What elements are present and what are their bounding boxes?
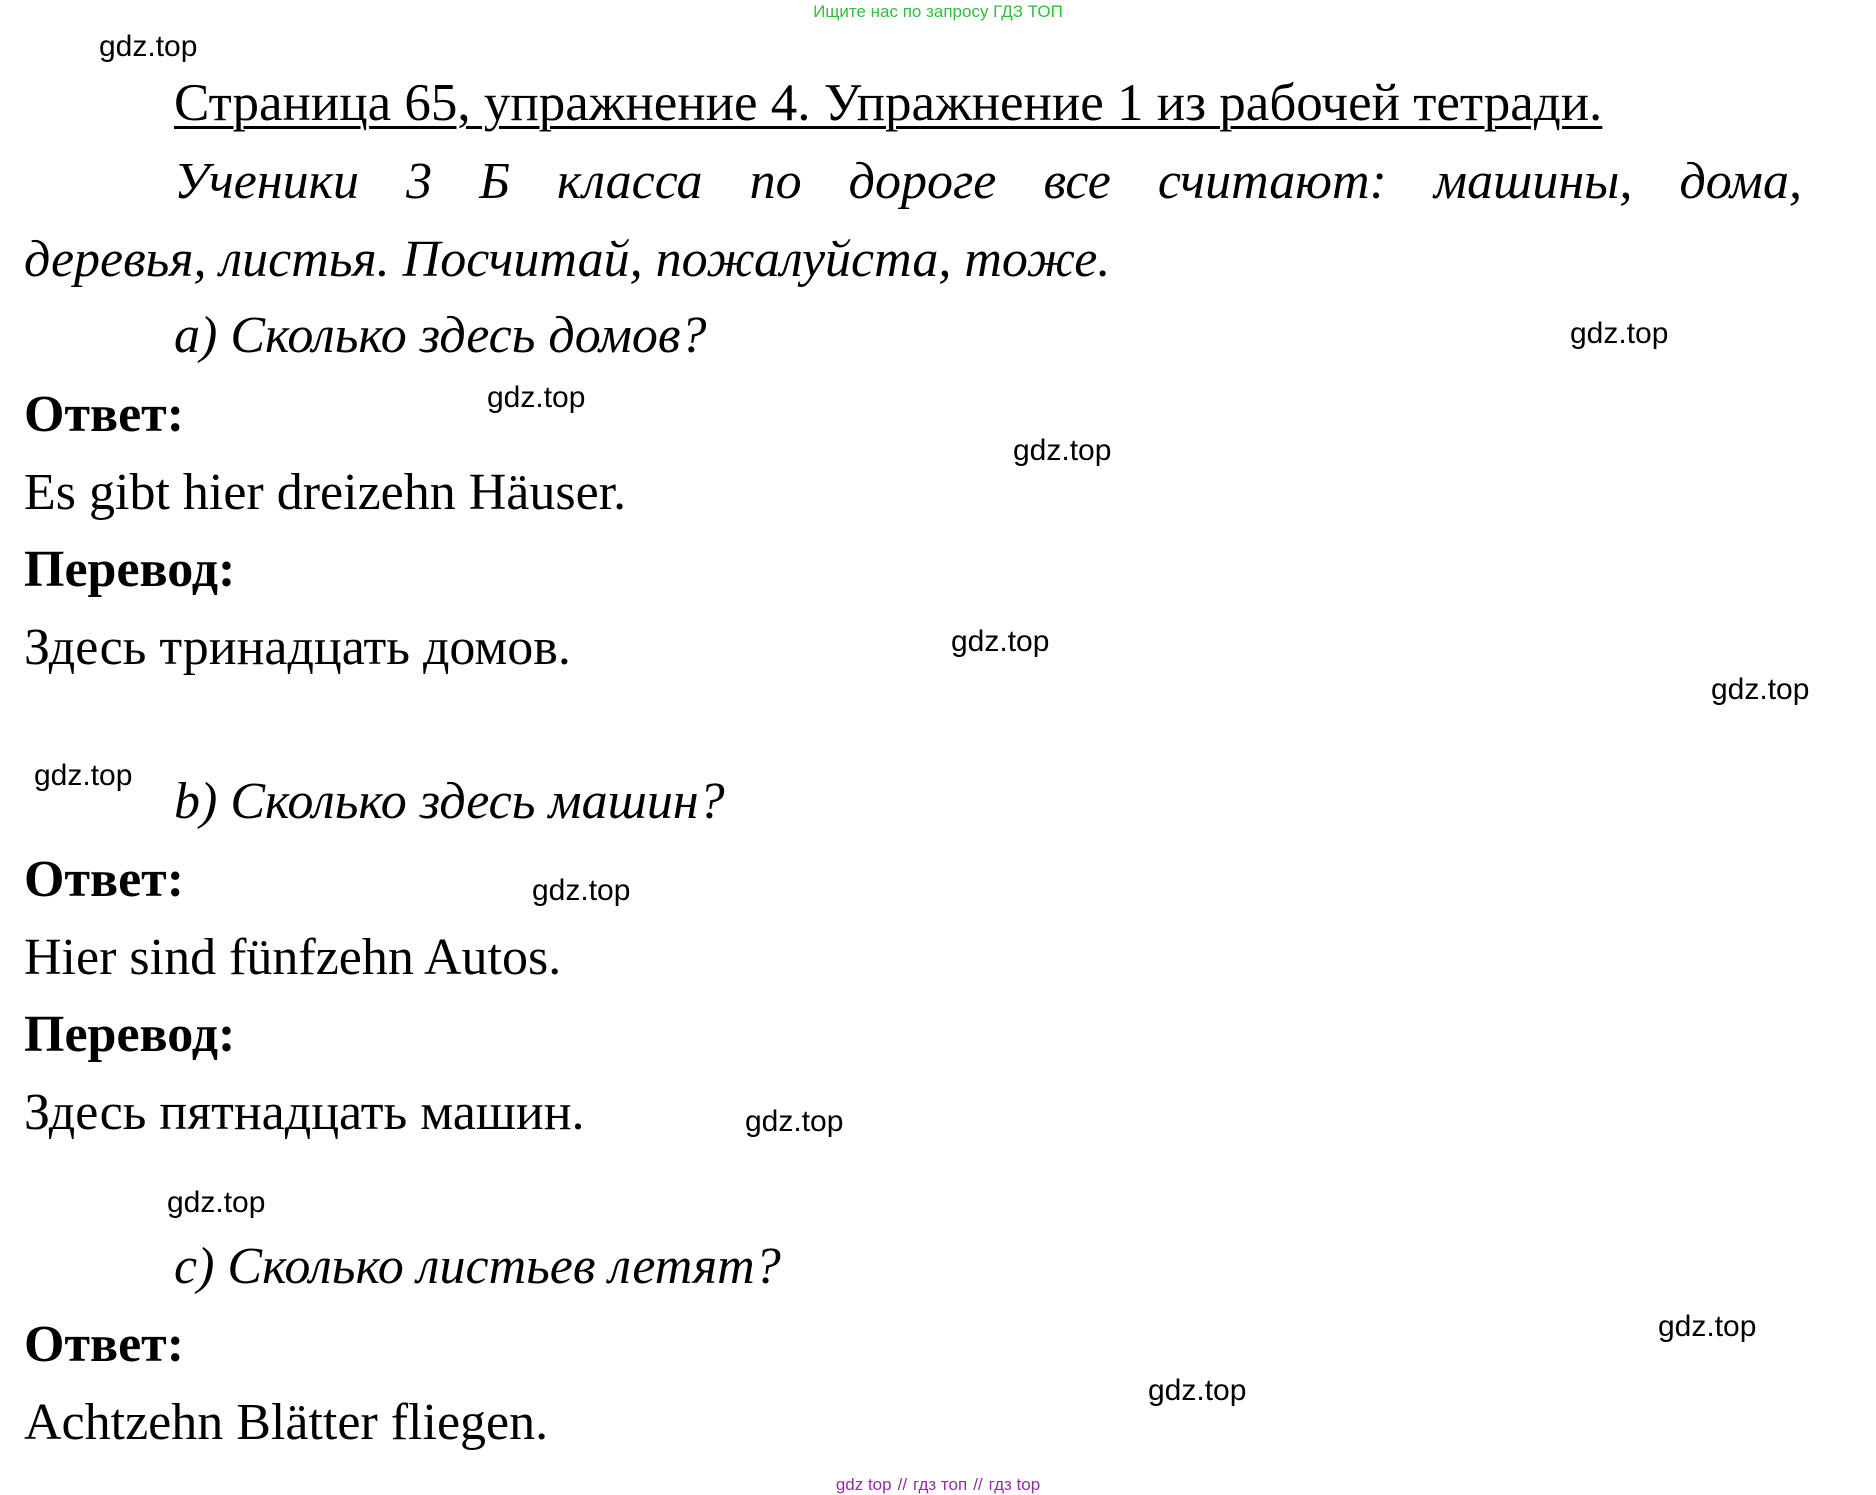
footer-links bbox=[0, 1475, 1876, 1495]
question-b: b) Сколько здесь машин? bbox=[174, 773, 725, 830]
watermark: gdz.top bbox=[1570, 317, 1669, 350]
watermark: gdz.top bbox=[951, 625, 1050, 658]
question-a: a) Сколько здесь домов? bbox=[174, 307, 707, 364]
task-text-line1: Ученики 3 Б класса по дороге все считают: машины, дома, bbox=[174, 153, 1802, 210]
watermark: gdz.top bbox=[487, 381, 586, 414]
watermark: gdz.top bbox=[1658, 1310, 1757, 1343]
footer-separator: // bbox=[973, 1475, 983, 1494]
question-c: c) Сколько листьев летят? bbox=[174, 1238, 781, 1295]
watermark: gdz.top bbox=[532, 874, 631, 907]
top-banner[interactable]: Ищите нас по запросу ГДЗ ТОП bbox=[813, 2, 1063, 21]
watermark: gdz.top bbox=[1148, 1374, 1247, 1407]
task-text-line2: деревья, листья. Посчитай, пожалуйста, тоже. bbox=[24, 231, 1111, 288]
translation-a: Здесь тринадцать домов. bbox=[24, 619, 571, 676]
answer-label-c: Ответ: bbox=[24, 1316, 185, 1373]
footer-separator: // bbox=[897, 1475, 908, 1494]
answer-c: Achtzehn Blätter fliegen. bbox=[24, 1394, 549, 1451]
watermark: gdz.top bbox=[1711, 673, 1810, 706]
answer-a: Es gibt hier dreizehn Häuser. bbox=[24, 464, 627, 521]
watermark: gdz.top bbox=[1013, 434, 1112, 467]
watermark: gdz.top bbox=[745, 1105, 844, 1138]
footer-link-gdz-top-cyrillic[interactable]: гдз топ bbox=[913, 1475, 968, 1494]
answer-label-b: Ответ: bbox=[24, 851, 185, 908]
watermark: gdz.top bbox=[167, 1186, 266, 1219]
translation-label-b: Перевод: bbox=[24, 1006, 236, 1063]
exercise-heading: Страница 65, упражнение 4. Упражнение 1 из рабочей тетради. bbox=[174, 74, 1603, 132]
watermark: gdz.top bbox=[34, 759, 133, 792]
answer-label-a: Ответ: bbox=[24, 386, 185, 443]
footer-link-gdz-top-mixed[interactable]: гдз top bbox=[988, 1475, 1041, 1494]
footer-link-gdz-top[interactable]: gdz top bbox=[835, 1475, 892, 1494]
watermark: gdz.top bbox=[99, 30, 198, 63]
translation-b: Здесь пятнадцать машин. bbox=[24, 1084, 585, 1141]
answer-b: Hier sind fünfzehn Autos. bbox=[24, 929, 562, 986]
translation-label-a: Перевод: bbox=[24, 541, 236, 598]
